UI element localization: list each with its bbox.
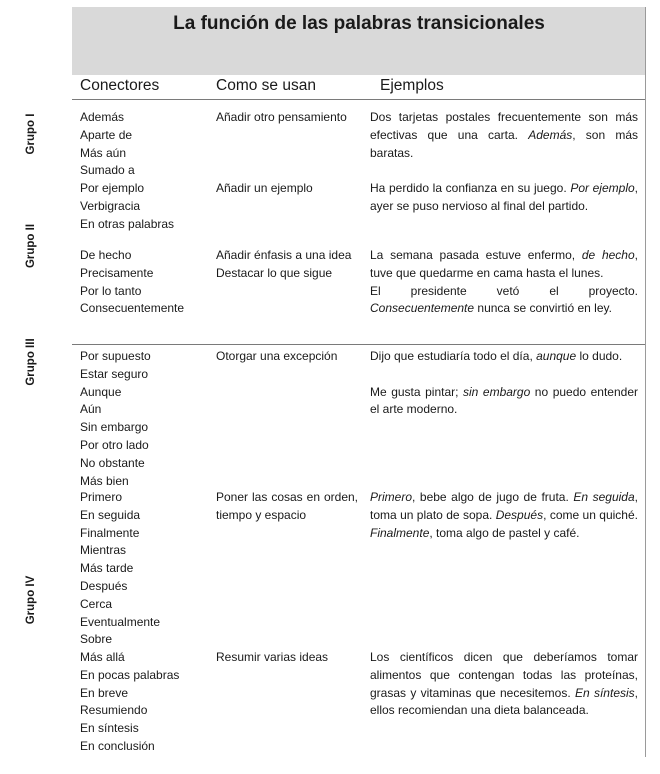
connector-item: Eventualmente xyxy=(80,614,161,629)
example-text: La semana pasada estuve enfermo, xyxy=(370,248,582,262)
example-connector: Después xyxy=(495,507,544,522)
connector-item: Sumado a xyxy=(80,163,135,178)
connector-item: Precisamente xyxy=(80,265,154,280)
connector-item: Consecuentemente xyxy=(80,301,185,316)
connector-item: Resumiendo xyxy=(80,703,148,718)
example-text: lo dudo. xyxy=(576,349,623,363)
example-row-2 xyxy=(370,180,638,216)
connector-item: Aparte de xyxy=(80,127,133,142)
example-text: , ellos recomiendan una dieta balanceada. xyxy=(370,685,638,718)
example-connector: aunque xyxy=(536,349,577,363)
connector-item: En breve xyxy=(80,685,129,700)
connector-item: Más allá xyxy=(80,650,125,664)
header-rule xyxy=(72,99,646,100)
connector-item: En conclusión xyxy=(80,738,155,753)
connector-item: De hecho xyxy=(80,248,132,262)
example-text: Dijo que estudiaría todo el día, xyxy=(370,349,537,363)
example-text: , toma algo de pastel y café. xyxy=(429,525,580,540)
example-text: , ayer se puso nervioso al final del partido. xyxy=(370,181,638,213)
example-connector: sin embargo xyxy=(463,384,531,399)
connector-item: Por otro lado xyxy=(80,437,149,452)
connectors-row-1 xyxy=(80,109,210,180)
page-title: La función de las palabras transicionales xyxy=(173,13,545,34)
connectors-row-6 xyxy=(80,649,210,756)
connector-item: Mientras xyxy=(80,543,127,558)
connector-item: Estar seguro xyxy=(80,366,149,381)
example-row-4 xyxy=(370,348,638,419)
example-connector: Primero xyxy=(370,490,413,504)
use-text: Añadir un ejemplo xyxy=(216,181,313,195)
connector-item: Por ejemplo xyxy=(80,181,145,195)
group-label-3: Grupo III xyxy=(25,338,37,386)
use-text: Añadir otro pensamiento xyxy=(216,110,347,124)
connector-item: No obstante xyxy=(80,455,145,470)
connector-item: En pocas palabras xyxy=(80,667,180,682)
example-text: , bebe algo de jugo de fruta. xyxy=(412,490,574,504)
connector-item: Más tarde xyxy=(80,561,134,576)
example-paragraph xyxy=(370,348,638,366)
header-ejemplos: Ejemplos xyxy=(380,77,444,94)
use-text: Añadir énfasis a una idea xyxy=(216,248,352,262)
example-connector: Consecuentemente xyxy=(370,301,475,316)
use-row-4 xyxy=(216,348,358,366)
connector-item: Verbigracia xyxy=(80,198,141,213)
connector-item: Sin embargo xyxy=(80,420,149,435)
header-como-se-usan: Como se usan xyxy=(216,77,316,94)
example-paragraph xyxy=(370,384,638,420)
example-row-3 xyxy=(370,247,638,318)
connector-item: Por lo tanto xyxy=(80,283,142,298)
connector-item: Aunque xyxy=(80,384,122,399)
example-paragraph xyxy=(370,283,638,319)
example-text: Me gusta pintar; xyxy=(370,384,464,399)
connector-item: Aún xyxy=(80,402,102,417)
example-text: El presidente vetó el proyecto. xyxy=(370,283,638,298)
use-text: Resumir varias ideas xyxy=(216,650,329,664)
group-label-4: Grupo IV xyxy=(25,575,37,625)
use-row-5 xyxy=(216,489,358,525)
use-row-6 xyxy=(216,649,358,667)
connectors-row-4 xyxy=(80,348,210,490)
example-connector: de hecho xyxy=(581,248,635,262)
connector-item: Más bien xyxy=(80,473,129,488)
example-row-6 xyxy=(370,649,638,720)
connector-item: Después xyxy=(80,578,128,593)
example-text: , come un quiché. xyxy=(543,507,638,522)
group-label-2: Grupo II xyxy=(25,223,37,269)
example-text: , son más baratas. xyxy=(370,127,638,160)
connectors-row-2 xyxy=(80,180,210,233)
connectors-row-5 xyxy=(80,489,210,649)
connector-item: Primero xyxy=(80,490,123,504)
use-row-3 xyxy=(216,247,358,283)
example-paragraph xyxy=(370,247,638,283)
example-row-5 xyxy=(370,489,638,542)
example-connector: Además xyxy=(528,127,573,142)
connector-item: En síntesis xyxy=(80,721,139,736)
header-conectores: Conectores xyxy=(80,77,160,94)
example-connector: En síntesis xyxy=(574,685,635,700)
connector-item: Sobre xyxy=(80,632,113,647)
example-text: , toma un plato de sopa. xyxy=(370,490,638,522)
right-border xyxy=(645,7,646,757)
example-row-1 xyxy=(370,109,638,162)
example-connector: En seguida xyxy=(573,490,635,504)
example-connector: Por ejemplo xyxy=(570,181,635,195)
use-row-1 xyxy=(216,109,358,127)
use-text: Poner las cosas en orden, tiempo y espacio xyxy=(216,490,358,522)
example-text: , tuve que quedarme en cama hasta el lunes. xyxy=(370,248,638,280)
connector-item: Finalmente xyxy=(80,525,140,540)
example-text: nunca se convirtió en ley. xyxy=(474,301,612,316)
example-connector: Finalmente xyxy=(370,525,430,540)
example-text: Dos tarjetas postales frecuentemente son más efectivas que una carta. xyxy=(370,110,638,142)
connector-item: En seguida xyxy=(80,507,141,522)
example-text: no puedo entender el arte moderno. xyxy=(370,384,638,417)
connectors-row-3 xyxy=(80,247,210,318)
example-text: Ha perdido la confianza en su juego. xyxy=(370,181,571,195)
use-text: Otorgar una excepción xyxy=(216,349,338,363)
section-rule xyxy=(72,344,646,345)
example-text: Los científicos dicen que deberíamos tomar alimentos que contengan todas las proteínas, grasas y vitaminas que necesitemos. xyxy=(370,650,638,700)
connector-item: Cerca xyxy=(80,596,113,611)
use-text: Destacar lo que sigue xyxy=(216,265,333,280)
connector-item: Por supuesto xyxy=(80,349,151,363)
connector-item: Más aún xyxy=(80,145,127,160)
connector-item: En otras palabras xyxy=(80,216,175,231)
use-row-2 xyxy=(216,180,358,198)
connector-item: Además xyxy=(80,110,125,124)
group-label-1: Grupo I xyxy=(25,113,37,155)
